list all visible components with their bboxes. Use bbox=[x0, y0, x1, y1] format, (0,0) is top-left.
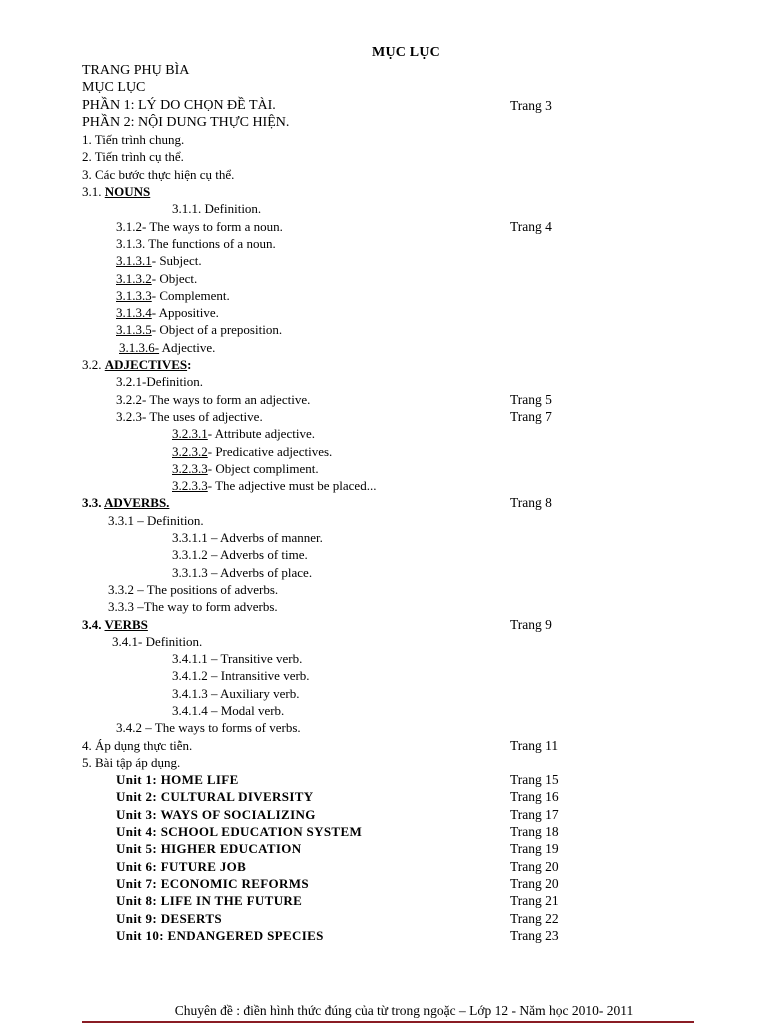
section-colon: : bbox=[187, 357, 192, 373]
toc-entry-text bbox=[116, 270, 197, 287]
toc-section-adjectives bbox=[0, 356, 768, 373]
toc-page-number: Trang 11 bbox=[510, 737, 559, 753]
entry-number: 3.1.3.3 bbox=[116, 287, 152, 303]
toc-entry-text bbox=[116, 287, 230, 304]
toc-entry-text: 3.4.1- Definition. bbox=[112, 633, 203, 649]
toc-entry bbox=[0, 529, 768, 546]
toc-entry bbox=[0, 218, 768, 235]
toc-section-verbs bbox=[0, 616, 768, 633]
toc-entry bbox=[0, 443, 768, 460]
toc-entry-text bbox=[116, 304, 219, 321]
unit-label: Unit 3: WAYS OF SOCIALIZING bbox=[116, 806, 316, 822]
toc-entry-text: 3.1.2- The ways to form a noun. bbox=[116, 218, 283, 234]
toc-entry-intro-1 bbox=[0, 131, 768, 148]
unit-label: Unit 6: FUTURE JOB bbox=[116, 858, 247, 874]
toc-unit-2 bbox=[0, 788, 768, 805]
toc-entry bbox=[0, 633, 768, 650]
toc-entry-text: 3.3.2 – The positions of adverbs. bbox=[108, 581, 279, 597]
toc-entry-text: 3.4.2 – The ways to forms of verbs. bbox=[116, 720, 301, 736]
toc-entry-part2 bbox=[0, 114, 768, 131]
toc-page-number: Trang 21 bbox=[510, 893, 559, 909]
toc-page-number: Trang 23 bbox=[510, 927, 559, 943]
page-footer: Chuyên đề : điền hình thức đúng của từ trong ngoặc – Lớp 12 - Năm học 2010- 2011 bbox=[174, 1003, 634, 1018]
toc-entry-text: 2. Tiến trình cụ thể. bbox=[82, 149, 184, 165]
toc-entry-text bbox=[172, 477, 376, 494]
section-number: 3.4. bbox=[82, 616, 105, 632]
toc-entry-text: MỤC LỤC bbox=[82, 80, 146, 96]
toc-entry-text: PHẦN 2: NỘI DUNG THỰC HIỆN. bbox=[82, 114, 290, 130]
toc-page-number: Trang 16 bbox=[510, 789, 559, 805]
footer-rule bbox=[82, 1021, 694, 1023]
toc-entry-text: 3.2.2- The ways to form an adjective. bbox=[116, 391, 311, 407]
toc-entry bbox=[0, 546, 768, 563]
toc-entry bbox=[0, 287, 768, 304]
toc-page-number: Trang 7 bbox=[510, 408, 552, 424]
toc-unit-8 bbox=[0, 892, 768, 909]
toc-entry-text bbox=[119, 339, 215, 356]
toc-unit-1 bbox=[0, 771, 768, 788]
toc-entry-text: 3.4.1.4 – Modal verb. bbox=[172, 702, 285, 718]
toc-entry bbox=[0, 667, 768, 684]
toc-entry bbox=[0, 235, 768, 252]
section-label: ADJECTIVES bbox=[104, 357, 188, 373]
toc-entry bbox=[0, 685, 768, 702]
toc-page-number: Trang 20 bbox=[510, 858, 559, 874]
toc-entry-text: 3.3.1.1 – Adverbs of manner. bbox=[172, 530, 323, 546]
toc-entry bbox=[0, 321, 768, 338]
entry-label: - Predicative adjectives. bbox=[207, 443, 333, 459]
toc-unit-9 bbox=[0, 910, 768, 927]
toc-entry bbox=[0, 373, 768, 390]
toc-unit-4 bbox=[0, 823, 768, 840]
toc-page-number: Trang 3 bbox=[510, 97, 552, 113]
toc-entry bbox=[0, 270, 768, 287]
toc-entry-text: 3.1.1. Definition. bbox=[172, 201, 262, 217]
toc-entry bbox=[0, 719, 768, 736]
toc-entry bbox=[0, 581, 768, 598]
toc-page-number: Trang 15 bbox=[510, 772, 559, 788]
toc-entry bbox=[0, 339, 768, 356]
toc-section-heading bbox=[82, 616, 148, 633]
toc-entry-text: 3.2.3- The uses of adjective. bbox=[116, 408, 263, 424]
entry-label: - Subject. bbox=[151, 253, 202, 269]
toc-entry-text: 3.3.1.3 – Adverbs of place. bbox=[172, 564, 313, 580]
toc-entry bbox=[0, 702, 768, 719]
toc-page-number: Trang 19 bbox=[510, 841, 559, 857]
toc-entry-text bbox=[116, 252, 202, 269]
toc-entry-text: 3.2.1-Definition. bbox=[116, 374, 204, 390]
toc-entry-part1 bbox=[0, 97, 768, 114]
toc-unit-3 bbox=[0, 806, 768, 823]
toc-entry bbox=[0, 460, 768, 477]
toc-entry-intro-2 bbox=[0, 148, 768, 165]
toc-entry bbox=[0, 391, 768, 408]
toc-entry-toc bbox=[0, 79, 768, 96]
section-number: 3.3. bbox=[82, 495, 105, 511]
toc-entry-text bbox=[172, 443, 332, 460]
entry-number: 3.1.3.6- bbox=[119, 339, 160, 355]
toc-section-adverbs bbox=[0, 494, 768, 511]
unit-label: Unit 7: ECONOMIC REFORMS bbox=[116, 875, 309, 891]
toc-entry-text: 4. Áp dụng thực tiễn. bbox=[82, 737, 193, 753]
toc-section-nouns bbox=[0, 183, 768, 200]
toc-entry bbox=[0, 598, 768, 615]
toc-entry-text: 5. Bài tập áp dụng. bbox=[82, 754, 181, 770]
unit-label: Unit 10: ENDANGERED SPECIES bbox=[116, 927, 324, 943]
entry-number: 3.2.3.1 bbox=[172, 426, 208, 442]
toc-unit-6 bbox=[0, 858, 768, 875]
toc-unit-7 bbox=[0, 875, 768, 892]
toc-entry bbox=[0, 564, 768, 581]
toc-entry bbox=[0, 425, 768, 442]
toc-entry bbox=[0, 650, 768, 667]
toc-section-heading bbox=[82, 183, 150, 200]
toc-entry bbox=[0, 200, 768, 217]
section-number: 3.2. bbox=[82, 357, 105, 373]
toc-unit-10 bbox=[0, 927, 768, 944]
toc-entry-text bbox=[172, 425, 315, 442]
toc-entry-intro-3 bbox=[0, 166, 768, 183]
toc-entry bbox=[0, 252, 768, 269]
toc-section-heading bbox=[82, 494, 169, 511]
toc-entry bbox=[0, 408, 768, 425]
unit-label: Unit 5: HIGHER EDUCATION bbox=[116, 841, 302, 857]
toc-entry bbox=[0, 477, 768, 494]
toc-page-number: Trang 5 bbox=[510, 391, 552, 407]
toc-entry-text: PHẦN 1: LÝ DO CHỌN ĐỀ TÀI. bbox=[82, 97, 276, 113]
entry-number: 3.1.3.2 bbox=[116, 270, 152, 286]
entry-label: - Object of a preposition. bbox=[151, 322, 283, 338]
toc-entry-cover bbox=[0, 62, 768, 79]
entry-label: - Attribute adjective. bbox=[207, 426, 315, 442]
toc-page-number: Trang 17 bbox=[510, 806, 559, 822]
toc-entry-text: 3. Các bước thực hiện cụ thể. bbox=[82, 166, 235, 182]
section-label: VERBS bbox=[104, 616, 148, 632]
toc-entry-text bbox=[172, 460, 319, 477]
toc-entry-text: 3.1.3. The functions of a noun. bbox=[116, 235, 276, 251]
entry-number: 3.1.3.1 bbox=[116, 253, 152, 269]
toc-entry-text: 3.4.1.1 – Transitive verb. bbox=[172, 651, 303, 667]
entry-label: - Complement. bbox=[151, 287, 230, 303]
unit-label: Unit 1: HOME LIFE bbox=[116, 772, 239, 788]
unit-label: Unit 4: SCHOOL EDUCATION SYSTEM bbox=[116, 824, 363, 840]
toc-entry-text: TRANG PHỤ BÌA bbox=[82, 63, 190, 78]
unit-label: Unit 2: CULTURAL DIVERSITY bbox=[116, 789, 314, 805]
toc-entry-text: 3.3.1 – Definition. bbox=[108, 512, 204, 528]
section-label: ADVERBS. bbox=[104, 495, 170, 511]
toc-entry-apply bbox=[0, 737, 768, 754]
unit-label: Unit 9: DESERTS bbox=[116, 910, 222, 926]
toc-page-number: Trang 8 bbox=[510, 495, 552, 511]
toc-unit-5 bbox=[0, 840, 768, 857]
toc-entry-text: 3.3.1.2 – Adverbs of time. bbox=[172, 547, 308, 563]
entry-number: 3.2.3.3 bbox=[172, 460, 208, 476]
toc-entry bbox=[0, 512, 768, 529]
toc-page-number: Trang 22 bbox=[510, 910, 559, 926]
toc-entry-exercises bbox=[0, 754, 768, 771]
section-number: 3.1. bbox=[82, 184, 105, 200]
toc-entry-text: 3.4.1.3 – Auxiliary verb. bbox=[172, 685, 300, 701]
section-label: NOUNS bbox=[104, 184, 151, 200]
toc-entry-text bbox=[116, 321, 282, 338]
toc-entry bbox=[0, 304, 768, 321]
entry-label: - Object compliment. bbox=[207, 460, 319, 476]
toc-entry-text: 3.3.3 –The way to form adverbs. bbox=[108, 599, 278, 615]
entry-number: 3.1.3.4 bbox=[116, 305, 152, 321]
toc-section-heading bbox=[82, 356, 191, 373]
unit-label: Unit 8: LIFE IN THE FUTURE bbox=[116, 893, 303, 909]
toc-title: MỤC LỤC bbox=[372, 45, 440, 60]
entry-label: - Appositive. bbox=[151, 305, 219, 321]
entry-number: 3.2.3.3 bbox=[172, 478, 208, 494]
toc-page-number: Trang 20 bbox=[510, 875, 559, 891]
toc-list bbox=[0, 62, 768, 944]
toc-page-number: Trang 9 bbox=[510, 616, 552, 632]
toc-page-number: Trang 18 bbox=[510, 824, 559, 840]
entry-label: - Object. bbox=[151, 270, 198, 286]
toc-page-number: Trang 4 bbox=[510, 218, 552, 234]
entry-number: 3.1.3.5 bbox=[116, 322, 152, 338]
toc-entry-text: 1. Tiến trình chung. bbox=[82, 132, 185, 148]
entry-label: - The adjective must be placed... bbox=[207, 478, 377, 494]
entry-number: 3.2.3.2 bbox=[172, 443, 208, 459]
entry-label: Adjective. bbox=[159, 339, 216, 355]
toc-entry-text: 3.4.1.2 – Intransitive verb. bbox=[172, 668, 310, 684]
